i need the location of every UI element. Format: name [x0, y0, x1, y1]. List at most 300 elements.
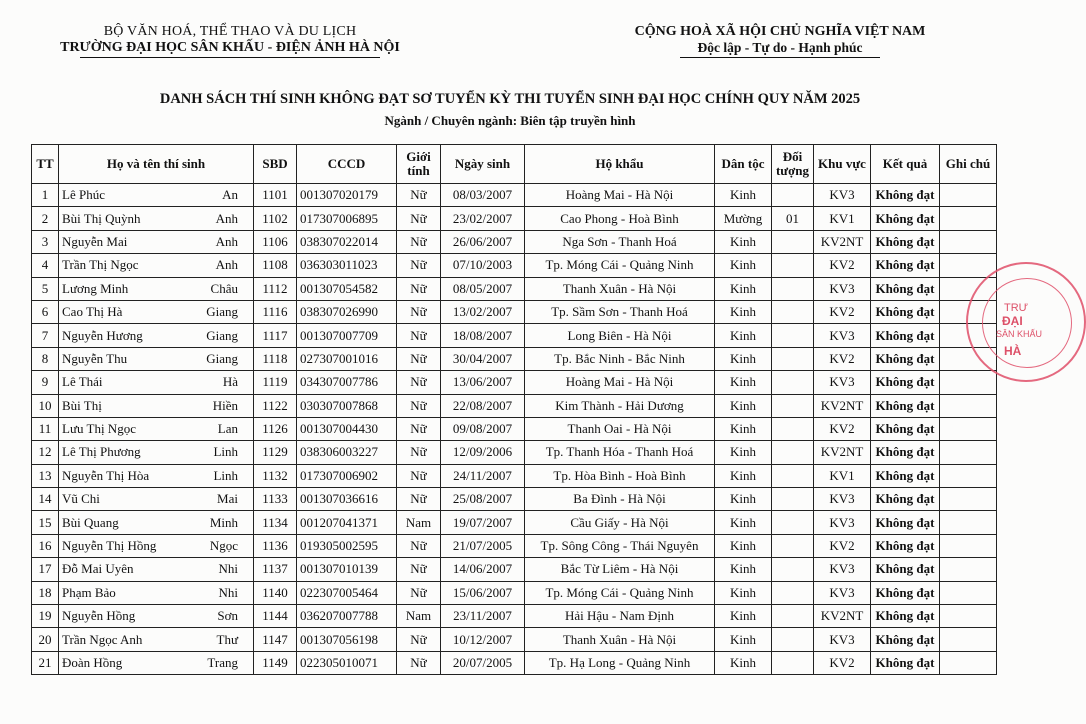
cell-name — [59, 300, 254, 323]
cell-cccd: 019305002595 — [297, 534, 397, 557]
candidate-given-name: An — [222, 187, 238, 203]
cell-hometown: Kim Thành - Hải Dương — [525, 394, 715, 417]
cell-dob: 30/04/2007 — [441, 347, 525, 370]
cell-tt: 19 — [32, 605, 59, 628]
cell-sbd: 1117 — [254, 324, 297, 347]
document-title: DANH SÁCH THÍ SINH KHÔNG ĐẠT SƠ TUYỂN KỲ THI TUYỂN SINH ĐẠI HỌC CHÍNH QUY NĂM 2025 — [159, 91, 861, 107]
cell-region: KV3 — [814, 277, 871, 300]
candidate-surname-middle: Lê Thái — [62, 374, 103, 390]
cell-sbd: 1147 — [254, 628, 297, 651]
table-row — [32, 558, 997, 581]
candidate-given-name: Giang — [206, 327, 238, 343]
cell-note — [940, 558, 997, 581]
cell-name — [59, 441, 254, 464]
cell-result: Không đạt — [871, 464, 940, 487]
cell-hometown: Tp. Sầm Sơn - Thanh Hoá — [525, 300, 715, 323]
cell-region: KV2 — [814, 534, 871, 557]
cell-dob: 13/02/2007 — [441, 300, 525, 323]
candidate-surname-middle: Bùi Thị Quỳnh — [62, 210, 141, 226]
cell-gender: Nữ — [397, 651, 441, 674]
cell-priority — [772, 371, 814, 394]
cell-dob: 15/06/2007 — [441, 581, 525, 604]
cell-cccd: 027307001016 — [297, 347, 397, 370]
cell-tt: 5 — [32, 277, 59, 300]
candidate-given-name: Mai — [217, 491, 238, 507]
cell-hometown: Thanh Xuân - Hà Nội — [525, 277, 715, 300]
seal-inner-ring — [982, 278, 1072, 368]
cell-cccd: 001307054582 — [297, 277, 397, 300]
cell-ethnicity: Kinh — [715, 488, 772, 511]
table-row — [32, 184, 997, 207]
cell-priority — [772, 394, 814, 417]
cell-hometown: Bắc Từ Liêm - Hà Nội — [525, 558, 715, 581]
candidate-given-name: Linh — [213, 467, 238, 483]
cell-hometown: Tp. Bắc Ninh - Bắc Ninh — [525, 347, 715, 370]
col-header-sbd: SBD — [254, 145, 297, 184]
cell-priority — [772, 488, 814, 511]
cell-sbd: 1133 — [254, 488, 297, 511]
table-row — [32, 488, 997, 511]
seal-text: ĐẠI — [1002, 314, 1023, 328]
candidate-given-name: Hà — [222, 374, 238, 390]
cell-name — [59, 277, 254, 300]
cell-tt: 3 — [32, 230, 59, 253]
cell-note — [940, 207, 997, 230]
cell-priority — [772, 277, 814, 300]
cell-result: Không đạt — [871, 441, 940, 464]
col-header-priority: Đối tượng — [772, 145, 814, 184]
cell-result: Không đạt — [871, 300, 940, 323]
cell-hometown: Hoàng Mai - Hà Nội — [525, 184, 715, 207]
cell-priority — [772, 534, 814, 557]
cell-name — [59, 651, 254, 674]
header-right — [600, 24, 960, 58]
cell-cccd: 030307007868 — [297, 394, 397, 417]
candidate-surname-middle: Trần Ngọc Anh — [62, 631, 143, 647]
cell-name — [59, 184, 254, 207]
cell-hometown: Long Biên - Hà Nội — [525, 324, 715, 347]
cell-hometown: Ba Đình - Hà Nội — [525, 488, 715, 511]
cell-priority — [772, 300, 814, 323]
cell-priority — [772, 441, 814, 464]
candidate-surname-middle: Nguyễn Hồng — [62, 608, 136, 624]
cell-priority — [772, 628, 814, 651]
candidate-table — [31, 144, 997, 675]
candidate-surname-middle: Nguyễn Thị Hòa — [62, 467, 150, 483]
cell-hometown: Tp. Sông Công - Thái Nguyên — [525, 534, 715, 557]
cell-region: KV3 — [814, 488, 871, 511]
cell-region: KV3 — [814, 581, 871, 604]
cell-priority — [772, 605, 814, 628]
candidate-surname-middle: Lưu Thị Ngọc — [62, 421, 136, 437]
table-row — [32, 441, 997, 464]
cell-sbd: 1108 — [254, 254, 297, 277]
cell-sbd: 1122 — [254, 394, 297, 417]
school-underline — [80, 57, 380, 58]
cell-dob: 20/07/2005 — [441, 651, 525, 674]
cell-region: KV2NT — [814, 230, 871, 253]
cell-note — [940, 464, 997, 487]
table-row — [32, 277, 997, 300]
cell-name — [59, 558, 254, 581]
cell-hometown: Tp. Hạ Long - Quảng Ninh — [525, 651, 715, 674]
candidate-surname-middle: Trần Thị Ngọc — [62, 257, 139, 273]
candidate-surname-middle: Đỗ Mai Uyên — [62, 561, 134, 577]
cell-dob: 08/03/2007 — [441, 184, 525, 207]
candidate-given-name: Linh — [213, 444, 238, 460]
cell-result: Không đạt — [871, 324, 940, 347]
candidate-surname-middle: Đoàn Hồng — [62, 655, 123, 670]
candidate-given-name: Anh — [215, 233, 238, 249]
cell-result: Không đạt — [871, 347, 940, 370]
col-header-ethnicity: Dân tộc — [715, 145, 772, 184]
candidate-surname-middle: Nguyễn Hương — [62, 327, 143, 343]
candidate-surname-middle: Lương Minh — [62, 280, 129, 296]
cell-gender: Nữ — [397, 628, 441, 651]
table-row — [32, 324, 997, 347]
cell-dob: 21/07/2005 — [441, 534, 525, 557]
cell-cccd: 001307056198 — [297, 628, 397, 651]
candidate-surname-middle: Cao Thị Hà — [62, 304, 123, 320]
cell-name — [59, 581, 254, 604]
cell-name — [59, 605, 254, 628]
cell-priority: 01 — [772, 207, 814, 230]
cell-note — [940, 651, 997, 674]
cell-region: KV2 — [814, 254, 871, 277]
cell-dob: 09/08/2007 — [441, 417, 525, 440]
cell-cccd: 036207007788 — [297, 605, 397, 628]
cell-name — [59, 324, 254, 347]
table-row — [32, 581, 997, 604]
cell-name — [59, 371, 254, 394]
cell-dob: 12/09/2006 — [441, 441, 525, 464]
cell-dob: 14/06/2007 — [441, 558, 525, 581]
cell-ethnicity: Kinh — [715, 464, 772, 487]
document-subtitle: Ngành / Chuyên ngành: Biên tập truyền hình — [384, 113, 636, 128]
candidate-given-name: Anh — [215, 257, 238, 273]
cell-hometown: Hải Hậu - Nam Định — [525, 605, 715, 628]
cell-dob: 19/07/2007 — [441, 511, 525, 534]
cell-name — [59, 464, 254, 487]
cell-hometown: Thanh Xuân - Hà Nội — [525, 628, 715, 651]
candidate-given-name: Giang — [206, 304, 238, 320]
cell-gender: Nữ — [397, 254, 441, 277]
candidate-given-name: Thư — [216, 631, 238, 647]
cell-ethnicity: Kinh — [715, 417, 772, 440]
cell-tt: 6 — [32, 300, 59, 323]
cell-priority — [772, 651, 814, 674]
cell-sbd: 1106 — [254, 230, 297, 253]
cell-name — [59, 254, 254, 277]
table-row — [32, 464, 997, 487]
cell-ethnicity: Kinh — [715, 347, 772, 370]
cell-ethnicity: Kinh — [715, 558, 772, 581]
cell-tt: 10 — [32, 394, 59, 417]
cell-tt: 16 — [32, 534, 59, 557]
cell-region: KV3 — [814, 511, 871, 534]
cell-region: KV3 — [814, 324, 871, 347]
candidate-surname-middle: Vũ Chi — [62, 491, 100, 507]
cell-note — [940, 488, 997, 511]
cell-ethnicity: Kinh — [715, 628, 772, 651]
cell-sbd: 1112 — [254, 277, 297, 300]
cell-note — [940, 184, 997, 207]
cell-priority — [772, 511, 814, 534]
cell-cccd: 001207041371 — [297, 511, 397, 534]
cell-dob: 23/02/2007 — [441, 207, 525, 230]
cell-hometown: Thanh Oai - Hà Nội — [525, 417, 715, 440]
cell-tt: 4 — [32, 254, 59, 277]
candidate-given-name: Hiền — [212, 397, 238, 413]
cell-region: KV2 — [814, 417, 871, 440]
cell-gender: Nữ — [397, 324, 441, 347]
cell-cccd: 001307010139 — [297, 558, 397, 581]
cell-name — [59, 488, 254, 511]
candidate-given-name: Giang — [206, 350, 238, 366]
ministry-name: BỘ VĂN HOÁ, THỂ THAO VÀ DU LỊCH — [103, 24, 357, 39]
cell-name — [59, 511, 254, 534]
cell-gender: Nam — [397, 511, 441, 534]
cell-priority — [772, 324, 814, 347]
cell-result: Không đạt — [871, 488, 940, 511]
cell-tt: 1 — [32, 184, 59, 207]
cell-note — [940, 254, 997, 277]
cell-region: KV3 — [814, 628, 871, 651]
table-row — [32, 511, 997, 534]
cell-dob: 26/06/2007 — [441, 230, 525, 253]
cell-gender: Nữ — [397, 464, 441, 487]
cell-name — [59, 347, 254, 370]
col-header-region: Khu vực — [814, 145, 871, 184]
cell-sbd: 1119 — [254, 371, 297, 394]
cell-gender: Nữ — [397, 300, 441, 323]
cell-region: KV2 — [814, 300, 871, 323]
cell-sbd: 1101 — [254, 184, 297, 207]
cell-dob: 10/12/2007 — [441, 628, 525, 651]
cell-result: Không đạt — [871, 277, 940, 300]
cell-sbd: 1116 — [254, 300, 297, 323]
cell-sbd: 1140 — [254, 581, 297, 604]
cell-ethnicity: Kinh — [715, 441, 772, 464]
cell-region: KV2 — [814, 651, 871, 674]
cell-priority — [772, 347, 814, 370]
cell-tt: 20 — [32, 628, 59, 651]
cell-dob: 24/11/2007 — [441, 464, 525, 487]
cell-result: Không đạt — [871, 651, 940, 674]
candidate-surname-middle: Bùi Thị — [62, 397, 102, 413]
cell-cccd: 022305010071 — [297, 651, 397, 674]
cell-region: KV1 — [814, 207, 871, 230]
cell-cccd: 022307005464 — [297, 581, 397, 604]
cell-name — [59, 230, 254, 253]
cell-hometown: Cao Phong - Hoà Bình — [525, 207, 715, 230]
cell-result: Không đạt — [871, 371, 940, 394]
cell-sbd: 1126 — [254, 417, 297, 440]
cell-dob: 25/08/2007 — [441, 488, 525, 511]
cell-dob: 13/06/2007 — [441, 371, 525, 394]
cell-name — [59, 628, 254, 651]
cell-result: Không đạt — [871, 207, 940, 230]
candidate-surname-middle: Lê Phúc — [62, 187, 105, 203]
candidate-given-name: Nhi — [218, 584, 238, 600]
col-header-result: Kết quả — [871, 145, 940, 184]
cell-priority — [772, 464, 814, 487]
table-row — [32, 417, 997, 440]
cell-region: KV3 — [814, 371, 871, 394]
cell-dob: 18/08/2007 — [441, 324, 525, 347]
cell-hometown: Tp. Thanh Hóa - Thanh Hoá — [525, 441, 715, 464]
cell-tt: 15 — [32, 511, 59, 534]
col-header-dob: Ngày sinh — [441, 145, 525, 184]
cell-gender: Nữ — [397, 230, 441, 253]
cell-result: Không đạt — [871, 394, 940, 417]
candidate-given-name: Ngọc — [209, 538, 238, 554]
cell-tt: 7 — [32, 324, 59, 347]
cell-hometown: Nga Sơn - Thanh Hoá — [525, 230, 715, 253]
table-row — [32, 347, 997, 370]
cell-hometown: Hoàng Mai - Hà Nội — [525, 371, 715, 394]
cell-note — [940, 628, 997, 651]
cell-gender: Nữ — [397, 534, 441, 557]
cell-region: KV3 — [814, 558, 871, 581]
table-row — [32, 207, 997, 230]
cell-tt: 13 — [32, 464, 59, 487]
table-row — [32, 254, 997, 277]
cell-ethnicity: Kinh — [715, 394, 772, 417]
cell-note — [940, 394, 997, 417]
cell-note — [940, 417, 997, 440]
seal-text: SÂN KHẤU — [996, 329, 1043, 339]
cell-note — [940, 605, 997, 628]
cell-name — [59, 534, 254, 557]
cell-cccd: 038307022014 — [297, 230, 397, 253]
col-header-hometown: Hộ khẩu — [525, 145, 715, 184]
cell-region: KV1 — [814, 464, 871, 487]
cell-note — [940, 581, 997, 604]
cell-gender: Nữ — [397, 347, 441, 370]
cell-result: Không đạt — [871, 511, 940, 534]
cell-sbd: 1136 — [254, 534, 297, 557]
cell-gender: Nữ — [397, 488, 441, 511]
candidate-given-name: Anh — [215, 210, 238, 226]
cell-result: Không đạt — [871, 184, 940, 207]
table-row — [32, 651, 997, 674]
col-header-gender: Giới tính — [397, 145, 441, 184]
cell-sbd: 1102 — [254, 207, 297, 230]
cell-gender: Nữ — [397, 207, 441, 230]
cell-gender: Nam — [397, 605, 441, 628]
table-row — [32, 300, 997, 323]
candidate-surname-middle: Nguyễn Thị Hồng — [62, 538, 157, 554]
cell-sbd: 1144 — [254, 605, 297, 628]
cell-tt: 18 — [32, 581, 59, 604]
cell-result: Không đạt — [871, 534, 940, 557]
republic-name: CỘNG HOÀ XÃ HỘI CHỦ NGHĨA VIỆT NAM — [634, 24, 926, 39]
cell-name — [59, 207, 254, 230]
cell-priority — [772, 230, 814, 253]
seal-text: TRƯ — [1004, 302, 1029, 314]
cell-cccd: 038306003227 — [297, 441, 397, 464]
candidate-given-name: Nhi — [218, 561, 238, 577]
table-header-row — [32, 145, 997, 184]
cell-sbd: 1149 — [254, 651, 297, 674]
cell-ethnicity: Kinh — [715, 371, 772, 394]
cell-gender: Nữ — [397, 581, 441, 604]
cell-gender: Nữ — [397, 277, 441, 300]
cell-sbd: 1118 — [254, 347, 297, 370]
cell-result: Không đạt — [871, 254, 940, 277]
cell-cccd: 017307006895 — [297, 207, 397, 230]
cell-note — [940, 371, 997, 394]
cell-region: KV2NT — [814, 441, 871, 464]
cell-ethnicity: Kinh — [715, 651, 772, 674]
candidate-given-name: Sơn — [217, 608, 238, 624]
cell-cccd: 001307004430 — [297, 417, 397, 440]
cell-ethnicity: Kinh — [715, 254, 772, 277]
cell-ethnicity: Kinh — [715, 511, 772, 534]
cell-tt: 2 — [32, 207, 59, 230]
cell-priority — [772, 417, 814, 440]
candidate-given-name: Châu — [210, 280, 238, 296]
table-row — [32, 605, 997, 628]
cell-note — [940, 511, 997, 534]
cell-region: KV3 — [814, 184, 871, 207]
cell-tt: 8 — [32, 347, 59, 370]
cell-name — [59, 417, 254, 440]
candidate-surname-middle: Bùi Quang — [62, 514, 119, 530]
cell-gender: Nữ — [397, 394, 441, 417]
table-row — [32, 371, 997, 394]
cell-ethnicity: Kinh — [715, 184, 772, 207]
cell-ethnicity: Kinh — [715, 324, 772, 347]
official-seal — [966, 262, 1086, 382]
cell-tt: 14 — [32, 488, 59, 511]
table-row — [32, 534, 997, 557]
cell-cccd: 001307020179 — [297, 184, 397, 207]
cell-gender: Nữ — [397, 558, 441, 581]
cell-ethnicity: Mường — [715, 207, 772, 230]
candidate-surname-middle: Nguyễn Mai — [62, 233, 128, 249]
cell-ethnicity: Kinh — [715, 605, 772, 628]
cell-ethnicity: Kinh — [715, 300, 772, 323]
cell-result: Không đạt — [871, 230, 940, 253]
candidate-given-name: Minh — [209, 514, 238, 530]
cell-ethnicity: Kinh — [715, 277, 772, 300]
cell-gender: Nữ — [397, 417, 441, 440]
cell-priority — [772, 254, 814, 277]
cell-cccd: 001307007709 — [297, 324, 397, 347]
cell-dob: 07/10/2003 — [441, 254, 525, 277]
seal-text: HÀ — [1004, 344, 1022, 358]
cell-cccd: 017307006902 — [297, 464, 397, 487]
cell-sbd: 1129 — [254, 441, 297, 464]
cell-region: KV2NT — [814, 394, 871, 417]
cell-region: KV2NT — [814, 605, 871, 628]
cell-tt: 17 — [32, 558, 59, 581]
col-header-cccd: CCCD — [297, 145, 397, 184]
cell-priority — [772, 558, 814, 581]
table-row — [32, 628, 997, 651]
cell-gender: Nữ — [397, 371, 441, 394]
cell-priority — [772, 581, 814, 604]
cell-gender: Nữ — [397, 441, 441, 464]
candidate-surname-middle: Lê Thị Phương — [62, 444, 141, 460]
cell-dob: 22/08/2007 — [441, 394, 525, 417]
cell-tt: 9 — [32, 371, 59, 394]
cell-hometown: Cầu Giấy - Hà Nội — [525, 511, 715, 534]
national-motto: Độc lập - Tự do - Hạnh phúc — [697, 40, 863, 56]
cell-result: Không đạt — [871, 605, 940, 628]
